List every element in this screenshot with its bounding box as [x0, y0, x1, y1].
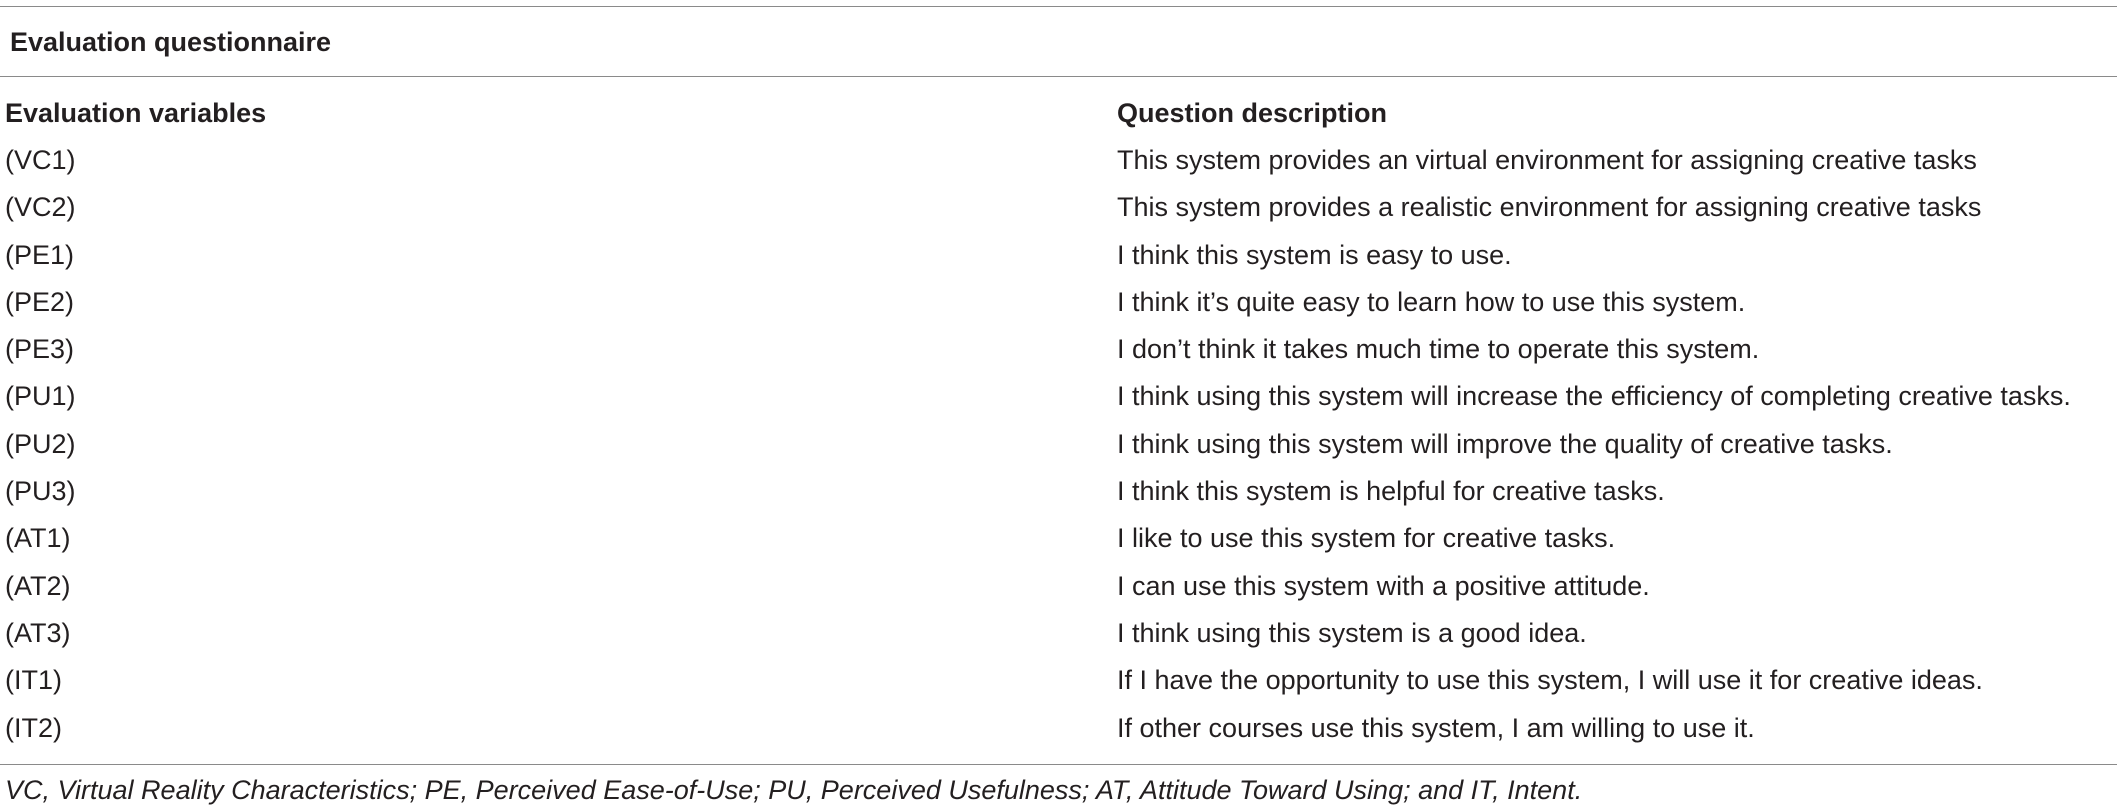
variable-code: (PE3) [5, 334, 75, 365]
question-description: I think using this system will increase the efficiency of completing creative tasks. [1117, 381, 2071, 412]
variable-code: (PU1) [5, 381, 76, 412]
question-description: I think it’s quite easy to learn how to use this system. [1117, 286, 1746, 317]
table-header-row [0, 95, 2117, 131]
table-row [0, 424, 2117, 471]
question-description: This system provides a realistic environment for assigning creative tasks [1117, 192, 1982, 223]
table-row [0, 708, 2117, 755]
table-row [0, 187, 2117, 234]
question-description: If I have the opportunity to use this system, I will use it for creative ideas. [1117, 665, 1983, 696]
question-description: I think this system is easy to use. [1117, 239, 1512, 270]
table-header-rule [0, 76, 2117, 77]
variable-code: (PU2) [5, 428, 76, 459]
variable-code: (PE1) [5, 239, 75, 270]
table-row [0, 566, 2117, 613]
table-row [0, 471, 2117, 518]
question-description: This system provides an virtual environment for assigning creative tasks [1117, 145, 1977, 175]
variable-code: (VC1) [5, 145, 76, 175]
variable-code: (AT3) [5, 617, 71, 648]
question-description: I don’t think it takes much time to operate this system. [1117, 334, 1760, 365]
table-footnote: VC, Virtual Reality Characteristics; PE, Perceived Ease-of-Use; PU, Perceived Usefulness; AT, Attitude Toward Using; and IT, Intent. [5, 775, 1583, 805]
table-row [0, 329, 2117, 376]
variable-code: (VC2) [5, 192, 76, 223]
table-row [0, 613, 2117, 660]
table-row [0, 660, 2117, 707]
table-body [0, 140, 2117, 755]
column-header-description: Question description [1117, 98, 1388, 128]
question-description: If other courses use this system, I am willing to use it. [1117, 712, 1755, 743]
table-row [0, 235, 2117, 282]
variable-code: (AT1) [5, 523, 71, 554]
table-row [0, 140, 2117, 187]
variable-code: (IT1) [5, 665, 62, 696]
question-description: I can use this system with a positive attitude. [1117, 570, 1650, 601]
variable-code: (PE2) [5, 286, 75, 317]
question-description: I think this system is helpful for creative tasks. [1117, 476, 1665, 507]
table-row [0, 376, 2117, 423]
question-description: I think using this system will improve the quality of creative tasks. [1117, 428, 1893, 459]
table-row [0, 282, 2117, 329]
table-bottom-rule [0, 764, 2117, 765]
variable-code: (PU3) [5, 476, 76, 507]
question-description: I think using this system is a good idea. [1117, 617, 1587, 648]
column-header-variables: Evaluation variables [5, 98, 267, 128]
variable-code: (AT2) [5, 570, 71, 601]
table-row [0, 518, 2117, 565]
variable-code: (IT2) [5, 712, 62, 743]
table-top-rule [0, 6, 2117, 7]
question-description: I like to use this system for creative tasks. [1117, 523, 1616, 554]
table-title: Evaluation questionnaire [10, 27, 332, 57]
